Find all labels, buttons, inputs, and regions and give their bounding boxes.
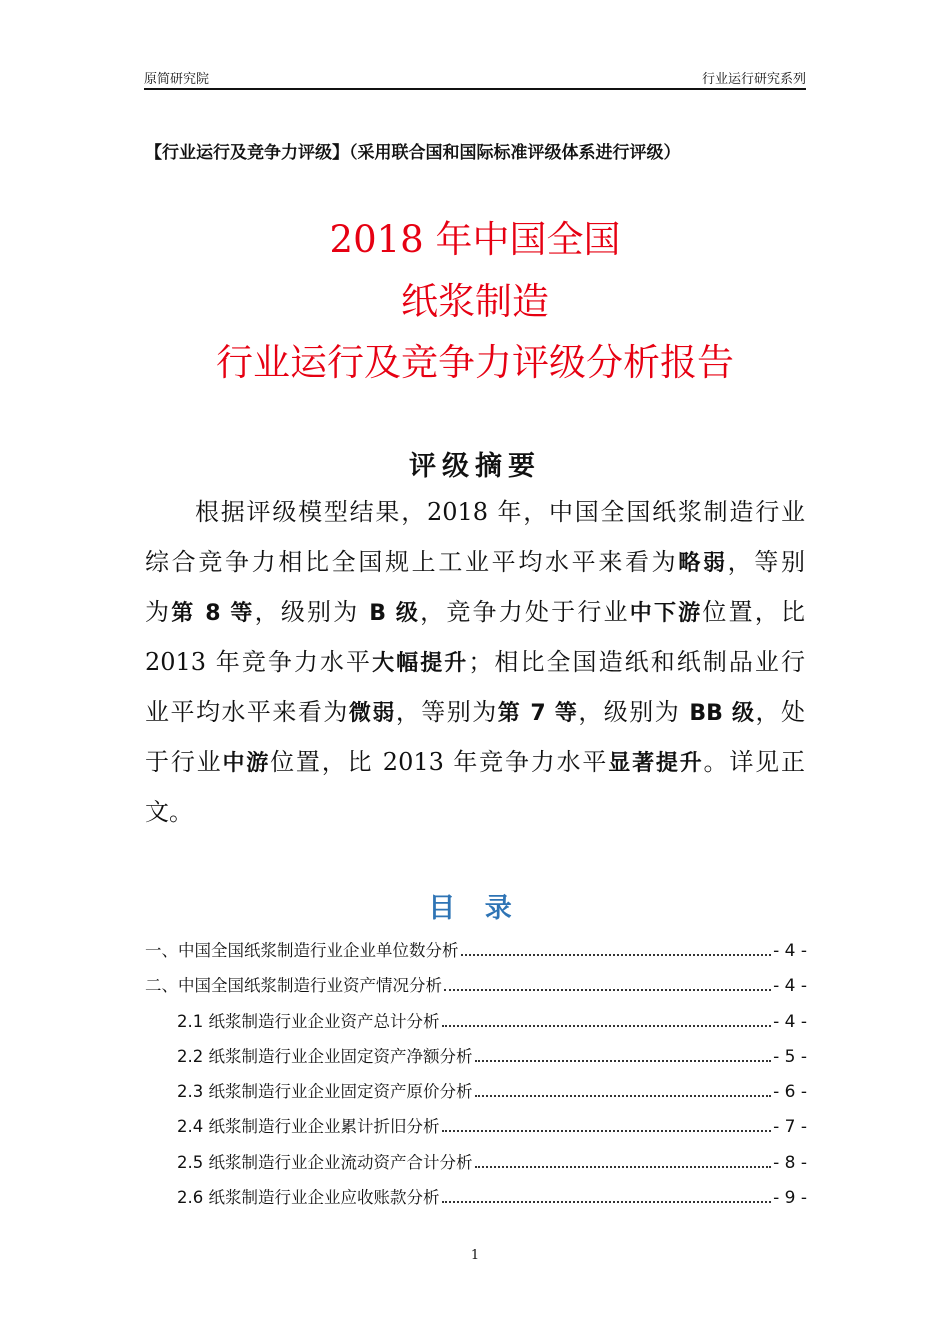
summary-emphasis: 微弱 [348,701,396,726]
toc-entry-page: - 6 - [773,1082,807,1103]
summary-text: ，等别为 [395,698,498,726]
summary-emphasis: 第 7 等 [497,701,579,726]
summary-line [145,790,805,840]
summary-text: 为 [145,598,172,626]
toc-entry[interactable] [145,1114,807,1149]
summary-text: ；相比全国造纸和纸制品业行 [468,648,805,676]
toc-entry-page: - 9 - [773,1188,807,1209]
summary-emphasis: 显著提升 [608,751,704,776]
page-header [144,68,806,90]
toc-leader-dots [442,1025,772,1027]
toc-leader-dots [442,1201,772,1203]
toc-leader-dots [475,1095,772,1097]
title-line-1: 2018 年中国全国 [329,218,621,261]
toc-entry-label: 2.3 纸浆制造行业企业固定资产原价分析 [177,1082,473,1102]
summary-text: ，级别为 [578,698,690,726]
summary-text: 于行业 [145,748,223,776]
summary-text: 业平均水平来看为 [145,698,349,726]
summary-line [145,690,805,740]
toc-heading: 目 录 [428,893,522,924]
summary-text: 位置，比 [702,598,805,626]
summary-text: 文。 [145,798,193,826]
toc-entry-label: 2.2 纸浆制造行业企业固定资产净额分析 [177,1046,473,1066]
summary-line [145,590,805,640]
toc-entry-label: 二、中国全国纸浆制造行业资产情况分析 [145,976,442,996]
report-tagline: 【行业运行及竞争力评级】（采用联合国和国际标准评级体系进行评级） [145,143,681,163]
summary-emphasis: BB 级 [689,701,756,726]
summary-line [145,640,805,690]
summary-heading: 评级摘要 [409,451,541,482]
toc-entry-label: 2.6 纸浆制造行业企业应收账款分析 [177,1188,440,1208]
toc-entry-label: 2.4 纸浆制造行业企业累计折旧分析 [177,1117,440,1137]
toc-entry-label: 2.5 纸浆制造行业企业流动资产合计分析 [177,1152,473,1172]
summary-line [145,740,805,790]
summary-text: 根据评级模型结果，2018 年，中国全国纸浆制造行业 [195,498,805,526]
toc-entry[interactable] [145,973,807,1008]
summary-emphasis: 第 8 等 [171,601,255,626]
toc-entry[interactable] [145,1150,807,1185]
toc-entry[interactable] [145,1044,807,1079]
toc-entry[interactable] [145,938,807,973]
summary-text: 2013 年竞争力水平 [145,648,373,676]
toc-entry-page: - 4 - [773,941,807,961]
toc-entry-label: 一、中国全国纸浆制造行业企业单位数分析 [145,941,459,960]
header-series: 行业运行研究系列 [701,72,806,87]
summary-text: ，竞争力处于行业 [420,598,630,626]
table-of-contents [145,938,807,1220]
summary-paragraph [145,490,805,840]
toc-leader-dots [444,989,771,991]
summary-text: ，等别 [727,548,806,576]
toc-leader-dots [461,954,772,956]
toc-entry[interactable] [145,1009,807,1044]
summary-emphasis: B 级 [369,601,421,626]
summary-text: ，级别为 [254,598,370,626]
summary-text: 。详见正 [703,748,805,776]
toc-entry[interactable] [145,1185,807,1220]
title-line-3: 行业运行及竞争力评级分析报告 [216,341,734,384]
toc-entry-page: - 4 - [773,1011,807,1032]
page-number: 1 [470,1248,480,1263]
title-line-2: 纸浆制造 [401,280,549,323]
summary-line [145,490,805,540]
summary-line [145,540,805,590]
toc-entry-page: - 8 - [773,1152,807,1173]
header-org: 原简研究院 [144,72,210,87]
toc-leader-dots [442,1130,772,1132]
summary-emphasis: 大幅提升 [372,651,469,676]
toc-entry-page: - 4 - [773,976,807,997]
summary-emphasis: 略弱 [678,551,728,576]
toc-entry-page: - 7 - [773,1117,807,1138]
summary-text: ，处 [755,698,806,726]
summary-text: 综合竞争力相比全国规上工业平均水平来看为 [145,548,679,576]
toc-entry-label: 2.1 纸浆制造行业企业资产总计分析 [177,1011,440,1031]
summary-emphasis: 中下游 [629,601,703,626]
summary-emphasis: 中游 [222,751,271,776]
toc-leader-dots [475,1060,772,1062]
toc-entry[interactable] [145,1079,807,1114]
summary-text: 位置，比 2013 年竞争力水平 [270,748,609,776]
toc-entry-page: - 5 - [773,1046,807,1067]
toc-leader-dots [475,1166,772,1168]
